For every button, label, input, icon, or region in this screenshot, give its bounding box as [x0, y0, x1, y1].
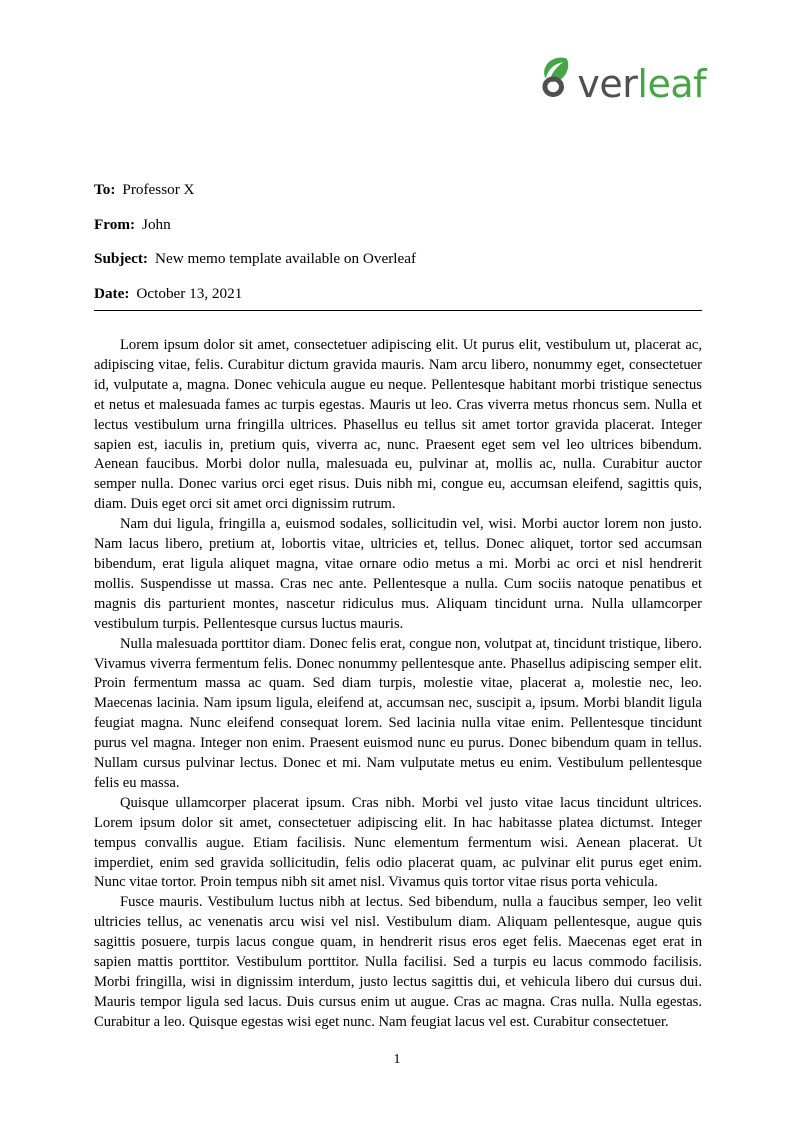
memo-field-from-label: From:: [94, 215, 136, 233]
memo-header-fields: [94, 180, 702, 318]
memo-field-to-value: Professor X: [122, 181, 195, 198]
body-paragraph: Quisque ullamcorper placerat ipsum. Cras nibh. Morbi vel justo vitae lacus tincidunt ultrices. Lorem ipsum dolor sit amet, consectetuer adipiscing elit. In hac habitasse platea dictumst. Integer tempus convallis augue. Etiam facilisis. Nunc elementum fermentum wisi. Aenean placerat. Ut imperdiet, enim sed gravida sollicitudin, felis odio placerat quam, ac pulvinar elit purus eget enim. Nunc vitae tortor. Proin tempus nibh sit amet nisl. Vivamus quis tortor vitae risus porta vehicula.: [94, 794, 702, 891]
memo-field-subject-label: Subject:: [94, 250, 148, 267]
overleaf-logo-text-dark: ver: [577, 61, 638, 106]
memo-field-to-label: To:: [94, 181, 116, 198]
horizontal-rule: [94, 310, 702, 311]
memo-field-subject: [94, 249, 702, 268]
body-paragraph: Fusce mauris. Vestibulum luctus nibh at lectus. Sed bibendum, nulla a faucibus semper, leo velit ultricies tellus, ac venenatis arcu wisi vel nisl. Vestibulum diam. Aliquam pellentesque, augue quis sagittis posuere, turpis lacus congue quam, in hendrerit risus eros eget felis. Maecenas eget erat in sapien mattis porttitor. Vestibulum porttitor. Nulla facilisi. Sed a turpis eu lacus commodo facilisis. Morbi fringilla, wisi in dignissim interdum, justo lectus sagittis dui, et vehicula libero dui cursus dui. Mauris tempor ligula sed lacus. Duis cursus enim ut augue. Cras ac magna. Cras nulla. Nulla egestas. Curabitur a leo. Quisque egestas wisi eget nunc. Nam feugiat lacus vel est. Curabitur consectetuer.: [94, 894, 702, 1030]
overleaf-logo: [536, 58, 706, 106]
body-paragraph: Lorem ipsum dolor sit amet, consectetuer adipiscing elit. Ut purus elit, vestibulum ut, placerat ac, adipiscing vitae, felis. Curabitur dictum gravida mauris. Nam arcu libero, nonummy eget, consectetuer id, vulputate a, magna. Donec vehicula augue eu neque. Pellentesque habitant morbi tristique senectus et netus et malesuada fames ac turpis egestas. Mauris ut leo. Cras viverra metus rhoncus sem. Nulla et lectus vestibulum urna fringilla ultrices. Phasellus eu tellus sit amet tortor gravida placerat. Integer sapien est, iaculis in, pretium quis, viverra ac, nunc. Praesent eget sem vel leo ultrices bibendum. Aenean faucibus. Morbi dolor nulla, malesuada eu, pulvinar at, mollis ac, nulla. Curabitur auctor semper nulla. Donec varius orci eget risus. Duis nibh mi, congue eu, accumsan eleifend, sagittis quis, diam. Duis eget orci sit amet orci dignissim rutrum.: [94, 337, 702, 513]
memo-field-subject-value: New memo template available on Overleaf: [155, 250, 417, 267]
memo-field-date-label: Date:: [94, 284, 130, 302]
memo-field-date-value: October 13, 2021: [136, 284, 243, 302]
memo-field-from-value: John: [142, 215, 171, 233]
memo-body: [94, 336, 702, 1033]
page-number: 1: [393, 1052, 401, 1067]
overleaf-leaf-icon: [536, 55, 576, 97]
memo-field-date: [94, 284, 702, 303]
memo-field-to: [94, 180, 702, 199]
body-paragraph: Nulla malesuada porttitor diam. Donec felis erat, congue non, volutpat at, tincidunt tristique, libero. Vivamus viverra fermentum felis. Donec nonummy pellentesque ante. Phasellus adipiscing semper elit. Proin fermentum massa ac quam. Sed diam turpis, molestie vitae, placerat a, molestie nec, leo. Maecenas lacinia. Nam ipsum ligula, eleifend at, accumsan nec, suscipit a, ipsum. Morbi blandit ligula feugiat magna. Nunc eleifend consequat lorem. Sed lacinia nulla vitae enim. Pellentesque tincidunt purus vel magna. Integer non enim. Praesent euismod nunc eu purus. Donec bibendum quam in tellus. Nullam cursus pulvinar lectus. Donec et mi. Nam vulputate metus eu enim. Vestibulum pellentesque felis eu massa.: [94, 635, 702, 791]
body-paragraph: Nam dui ligula, fringilla a, euismod sodales, sollicitudin vel, wisi. Morbi auctor lorem non justo. Nam lacus libero, pretium at, lobortis vitae, ultricies et, tellus. Donec aliquet, tortor sed accumsan bibendum, erat ligula aliquet magna, vitae ornare odio metus a mi. Morbi ac orci et nisl hendrerit mollis. Suspendisse ut massa. Cras nec ante. Pellentesque a nulla. Cum sociis natoque penatibus et magnis dis parturient montes, nascetur ridiculus mus. Aliquam tincidunt urna. Nulla ullamcorper vestibulum turpis. Pellentesque cursus luctus mauris.: [94, 516, 702, 632]
overleaf-logo-text-green: leaf: [637, 61, 706, 106]
memo-field-from: [94, 215, 702, 234]
